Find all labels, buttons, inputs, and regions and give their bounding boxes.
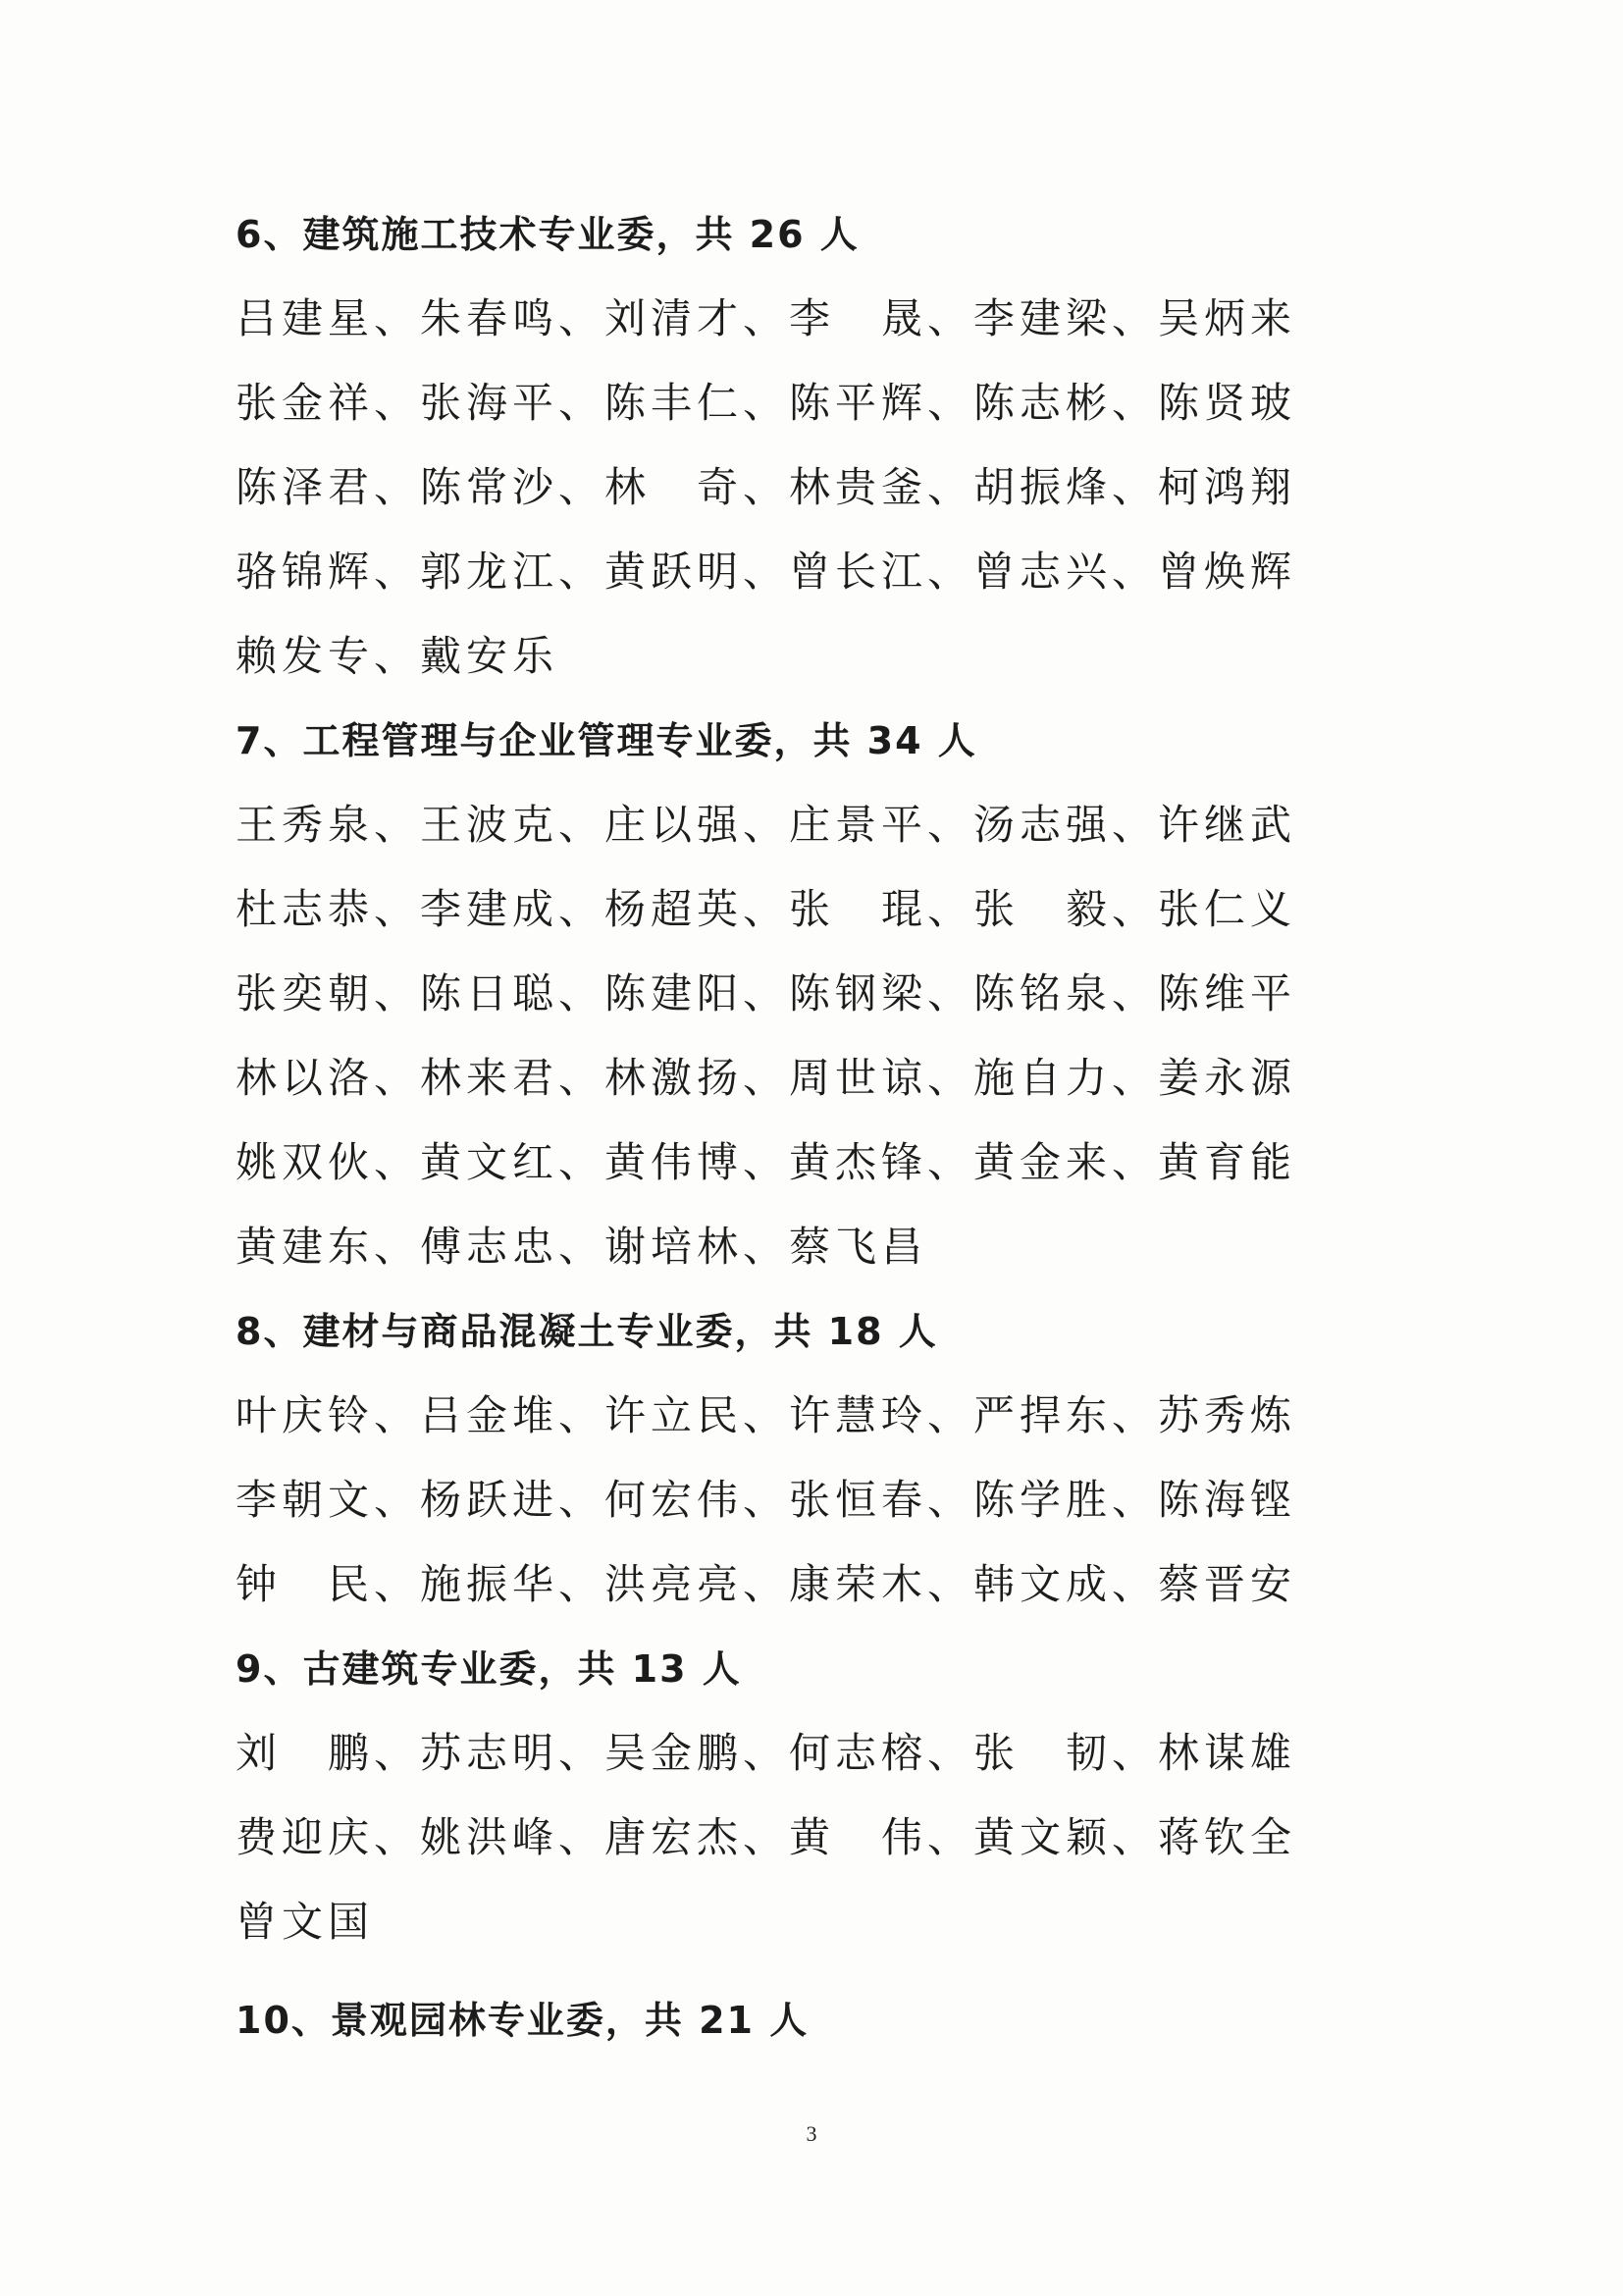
section-heading: 9、古建筑专业委，共 13 人 (236, 1647, 742, 1691)
name-line: 陈泽君、陈常沙、林 奇、林贵釜、胡振烽、柯鸿翔 (236, 463, 1297, 511)
section-heading: 6、建筑施工技术专业委，共 26 人 (236, 213, 860, 256)
name-line: 林以洛、林来君、林激扬、周世谅、施自力、姜永源 (236, 1054, 1297, 1102)
page-number: 3 (806, 2121, 817, 2146)
section-heading: 10、景观园林专业委，共 21 人 (236, 1999, 810, 2042)
section-heading: 8、建材与商品混凝土专业委，共 18 人 (236, 1310, 938, 1353)
name-line: 杜志恭、李建成、杨超英、张 琨、张 毅、张仁义 (236, 885, 1297, 933)
name-line: 赖发专、戴安乐 (236, 632, 559, 680)
name-line: 费迎庆、姚洪峰、唐宏杰、黄 伟、黄文颖、蒋钦全 (236, 1813, 1297, 1861)
name-line: 吕建星、朱春鸣、刘清才、李 晟、李建梁、吴炳来 (236, 294, 1297, 342)
section-heading: 7、工程管理与企业管理专业委，共 34 人 (236, 719, 977, 762)
name-line: 叶庆铃、吕金堆、许立民、许慧玲、严捍东、苏秀炼 (236, 1391, 1297, 1439)
name-line: 骆锦辉、郭龙江、黄跃明、曾长江、曾志兴、曾焕辉 (236, 548, 1297, 596)
member-list (236, 192, 1297, 2062)
name-line: 刘 鹏、苏志明、吴金鹏、何志榕、张 韧、林谋雄 (236, 1729, 1297, 1777)
name-line: 姚双伙、黄文红、黄伟博、黄杰锋、黄金来、黄育能 (236, 1138, 1297, 1186)
name-line: 钟 民、施振华、洪亮亮、康荣木、韩文成、蔡晋安 (236, 1560, 1297, 1608)
name-line: 王秀泉、王波克、庄以强、庄景平、汤志强、许继武 (236, 801, 1297, 849)
name-line: 李朝文、杨跃进、何宏伟、张恒春、陈学胜、陈海铿 (236, 1476, 1297, 1524)
name-line: 张奕朝、陈日聪、陈建阳、陈钢梁、陈铭泉、陈维平 (236, 969, 1297, 1018)
name-line: 曾文国 (236, 1898, 375, 1946)
name-line: 黄建东、傅志忠、谢培林、蔡飞昌 (236, 1223, 928, 1271)
name-line: 张金祥、张海平、陈丰仁、陈平辉、陈志彬、陈贤玻 (236, 379, 1297, 427)
